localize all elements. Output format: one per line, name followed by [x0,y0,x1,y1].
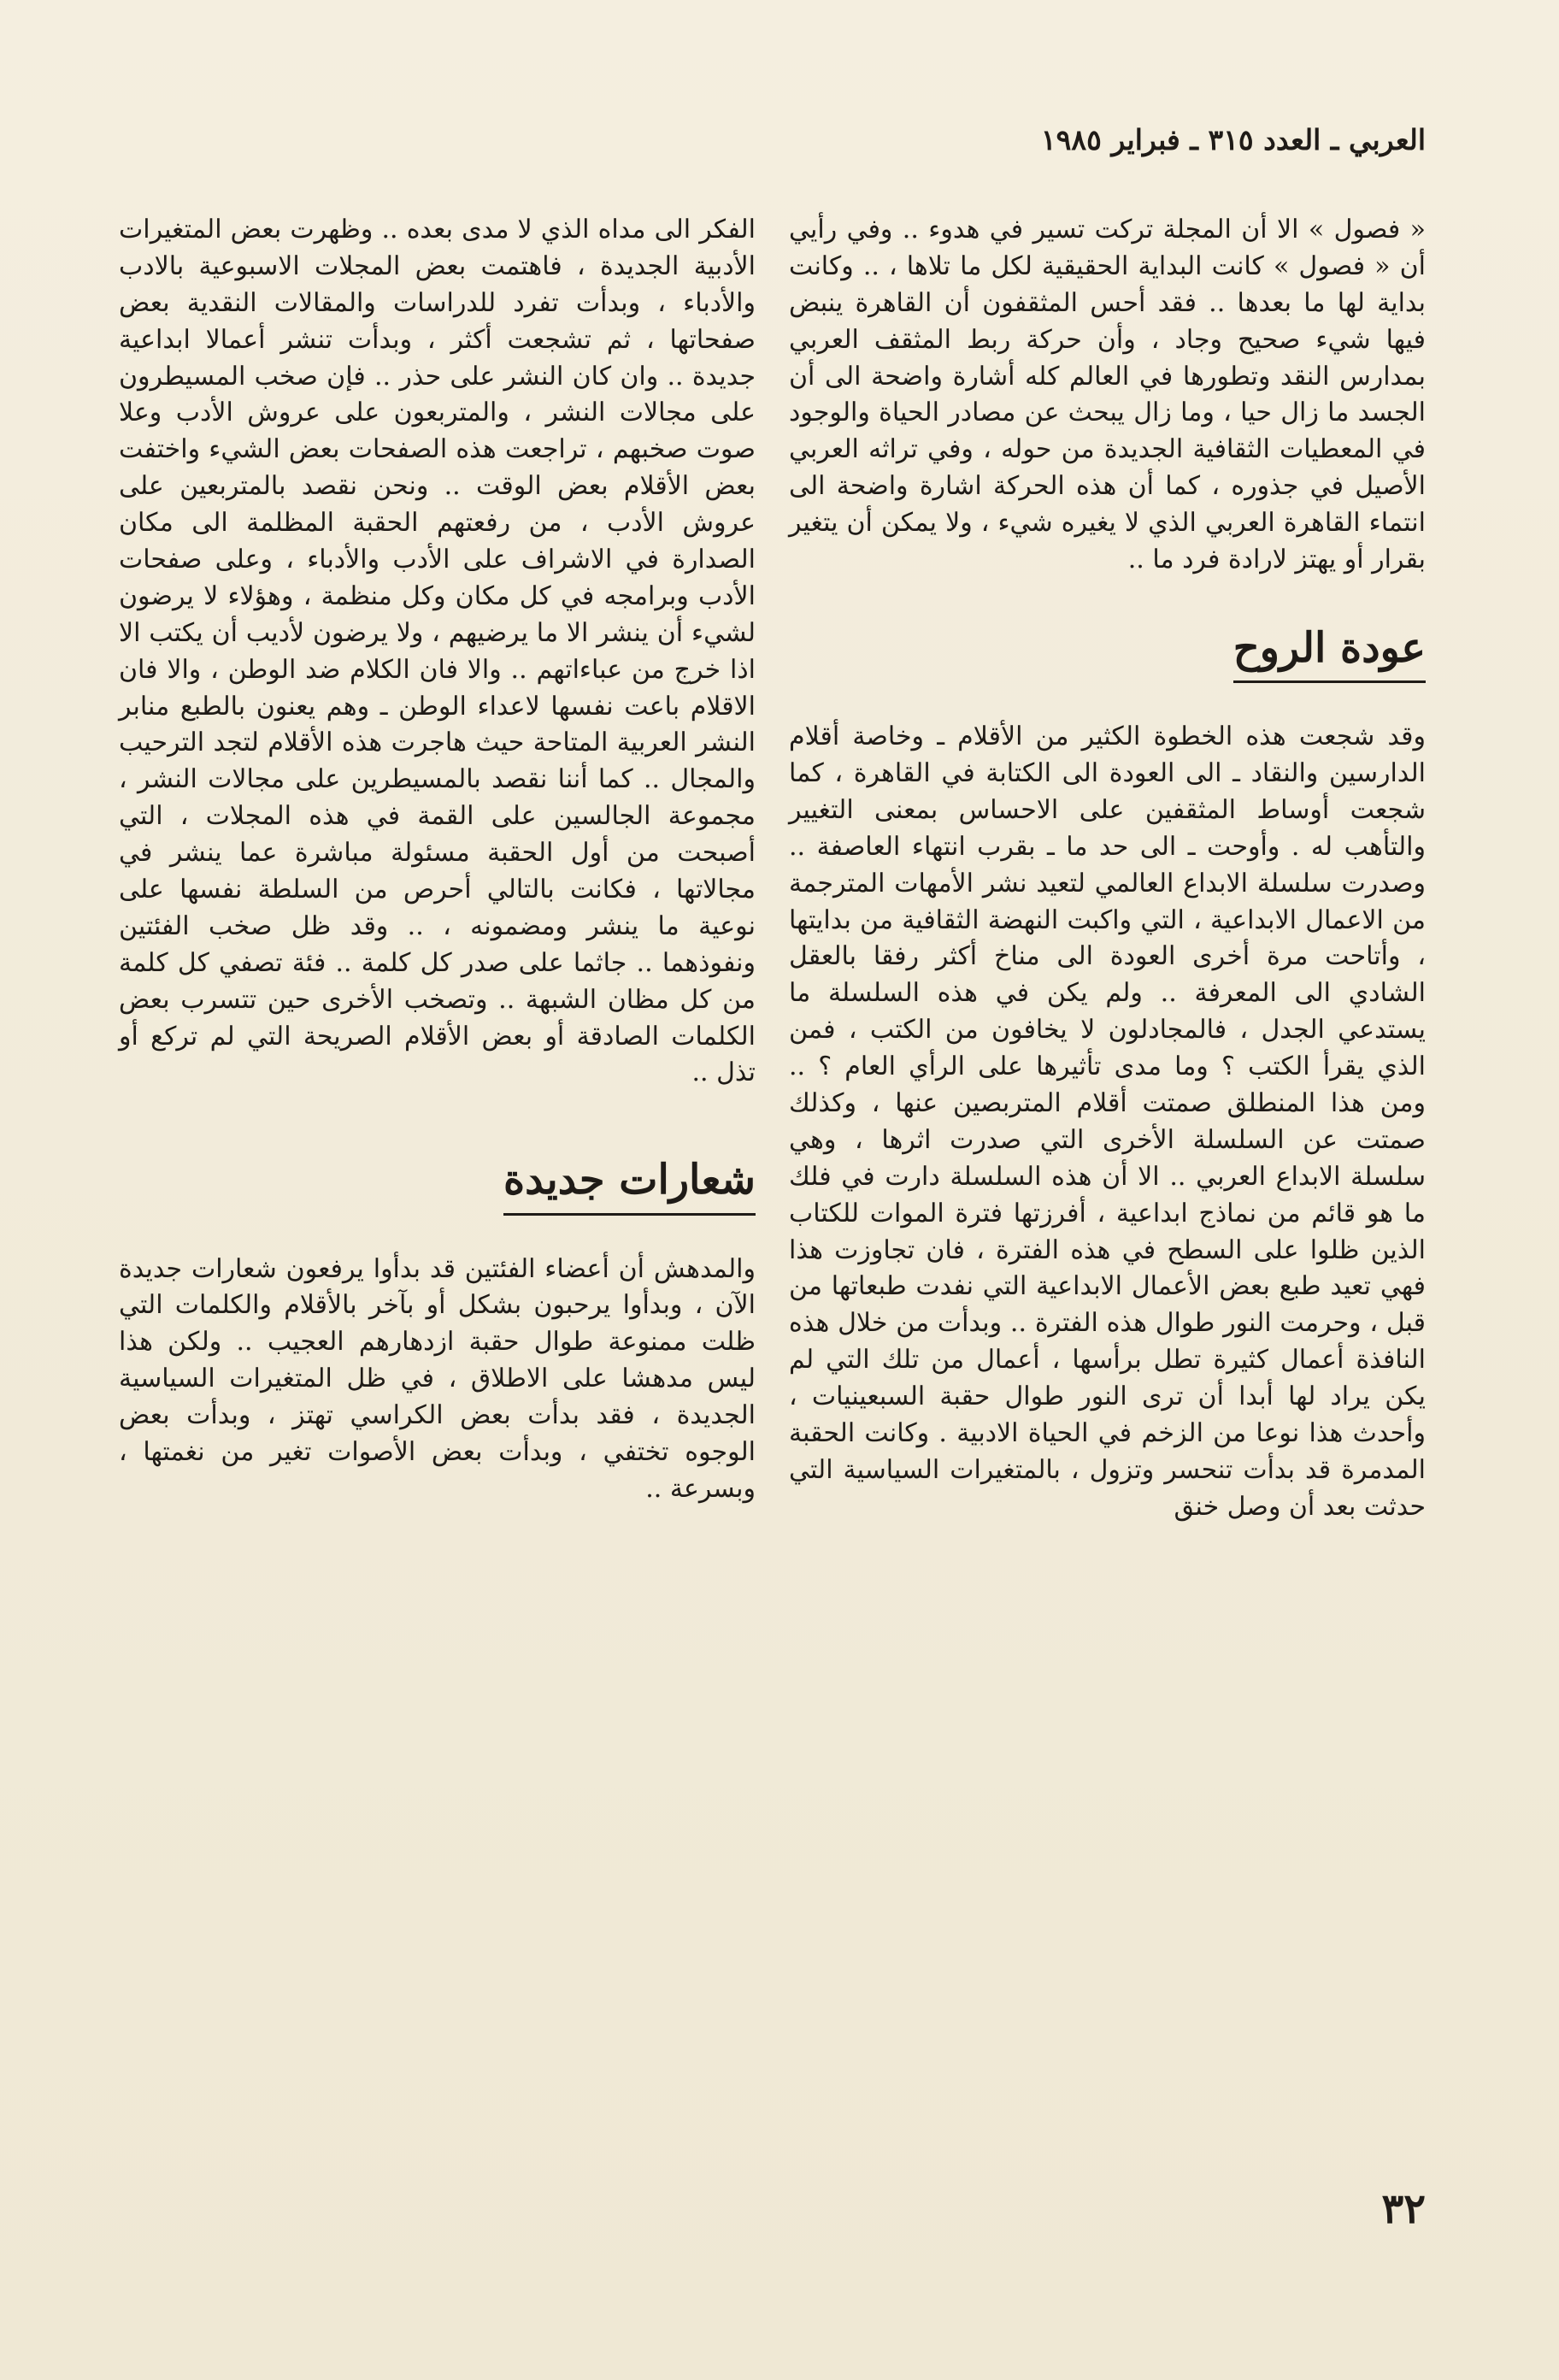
right-column-paragraph-2: وقد شجعت هذه الخطوة الكثير من الأقلام ـ وخاصة أقلام الدارسين والنقاد ـ الى العودة الى الكتابة في القاهرة ، كما شجعت أوساط المثقفين على الاحساس بمعنى التغيير والتأهب له . وأوحت ـ الى حد ما ـ بقرب انتهاء العاصفة .. وصدرت سلسلة الابداع العالمي لتعيد نشر الأمهات المترجمة من الاعمال الابداعية ، التي واكبت النهضة الثقافية من بدايتها ، وأتاحت مرة أخرى العودة الى مناخ أكثر رفقا بالعقل الشادي الى المعرفة .. ولم يكن في هذه السلسلة ما يستدعي الجدل ، فالمجادلون لا يخافون من الكتب ، فمن الذي يقرأ الكتب ؟ وما مدى تأثيرها على الرأي العام ؟ .. ومن هذا المنطلق صمتت أقلام المتربصين عنها ، وكذلك صمتت عن السلسلة الأخرى التي صدرت اثرها ، وهي سلسلة الابداع العربي .. الا أن هذه السلسلة دارت في فلك ما هو قائم من نماذج ابداعية ، أفرزتها فترة الموات للكتاب الذين ظلوا على السطح في هذه الفترة ، فان تجاوزت هذا فهي تعيد طبع بعض الأعمال الابداعية التي نفدت طبعاتها من قبل ، وحرمت النور طوال هذه الفترة .. وبدأت من خلال هذه النافذة أعمال كثيرة تطل برأسها ، أعمال من تلك التي لم يكن يراد لها أبدا أن ترى النور طوال حقبة السبعينيات ، وأحدث هذا نوعا من الزخم في الحياة الادبية . وكانت الحقبة المدمرة قد بدأت تنحسر وتزول ، بالمتغيرات السياسية التي حدثت بعد أن وصل خنق [789,722,1426,1522]
section-heading-shiarat-jadida: شعارات جديدة [503,1157,756,1215]
section-heading-awdat-al-ruh: عودة الروح [1233,625,1426,683]
left-column-paragraph-1: الفكر الى مداه الذي لا مدى بعده .. وظهرت بعض المتغيرات الأدبية الجديدة ، فاهتمت بعض المجلات الاسبوعية بالادب والأدباء ، وبدأت تفرد للدراسات والمقالات النقدية بعض صفحاتها ، ثم تشجعت أكثر ، وبدأت تنشر أعمالا ابداعية جديدة .. وان كان النشر على حذر .. فإن صخب المسيطرون على مجالات النشر ، والمتربعون على عروش الأدب وعلا صوت صخبهم ، تراجعت هذه الصفحات بعض الشيء واختفت بعض الأقلام بعض الوقت .. ونحن نقصد بالمتربعين على عروش الأدب ، من رفعتهم الحقبة المظلمة الى مكان الصدارة في الاشراف على الأدب والأدباء ، وعلى صفحات الأدب وبرامجه في كل مكان وكل منظمة ، وهؤلاء لا يرضون لشيء أن ينشر الا ما يرضيهم ، ولا يرضون لأديب أن يكتب الا اذا خرج من عباءاتهم .. والا فان الكلام ضد الوطن ، والا فان الاقلام باعت نفسها لاعداء الوطن ـ وهم يعنون بالطبع منابر النشر العربية المتاحة حيث هاجرت هذه الأقلام لتجد الترحيب والمجال .. كما أننا نقصد بالمسيطرين على مجالات النشر ، مجموعة الجالسين على القمة في هذه المجلات ، التي أصبحت من أول الحقبة مسئولة مباشرة عما ينشر في مجالاتها ، فكانت بالتالي أحرص من السلطة نفسها على نوعية ما ينشر ومضمونه ، .. وقد ظل صخب الفئتين ونفوذهما .. جاثما على صدر كل كلمة .. فئة تصفي كل كلمة من كل مظان الشبهة .. وتصخب الأخرى حين تتسرب بعض الكلمات الصادقة أو بعض الأقلام الصريحة التي لم تركع أو تذل .. [119,215,756,1088]
running-head: العربي ـ العدد ٣١٥ ـ فبراير ١٩٨٥ [1040,123,1426,156]
left-column-paragraph-2: والمدهش أن أعضاء الفئتين قد بدأوا يرفعون شعارات جديدة الآن ، وبدأوا يرحبون بشكل أو بآخر بالأقلام والكلمات التي ظلت ممنوعة طوال حقبة ازدهارهم العجيب .. ولكن هذا ليس مدهشا على الاطلاق ، في ظل المتغيرات السياسية الجديدة ، فقد بدأت بعض الكراسي تهتز ، وبدأت بعض الوجوه تختفي ، وبدأت بعض الأصوات تغير من نغمتها ، وبسرعة .. [119,1253,756,1504]
section-heading-block-left [119,1157,756,1215]
article-column-right [789,212,1426,1526]
section-heading-block-right [789,625,1426,683]
right-column-paragraph-1: « فصول » الا أن المجلة تركت تسير في هدوء .. وفي رأيي أن « فصول » كانت البداية الحقيقية لكل ما تلاها ، .. وكانت بداية لها ما بعدها .. فقد أحس المثقفون أن القاهرة ينبض فيها شيء صحيح وجاد ، وأن حركة ربط المثقف العربي بمدارس النقد وتطورها في العالم كله أشارة واضحة الى أن الجسد ما زال حيا ، وما زال يبحث عن مصادر الحياة والوجود في المعطيات الثقافية الجديدة من حوله ، وفي تراثه العربي الأصيل في جذوره ، كما أن هذه الحركة اشارة واضحة الى انتماء القاهرة العربي الذي لا يغيره شيء ، ولا يمكن أن يتغير بقرار أو يهتز لارادة فرد ما .. [789,215,1426,575]
page-number: ٣٢ [1381,2185,1426,2233]
article-column-left [119,212,756,1508]
